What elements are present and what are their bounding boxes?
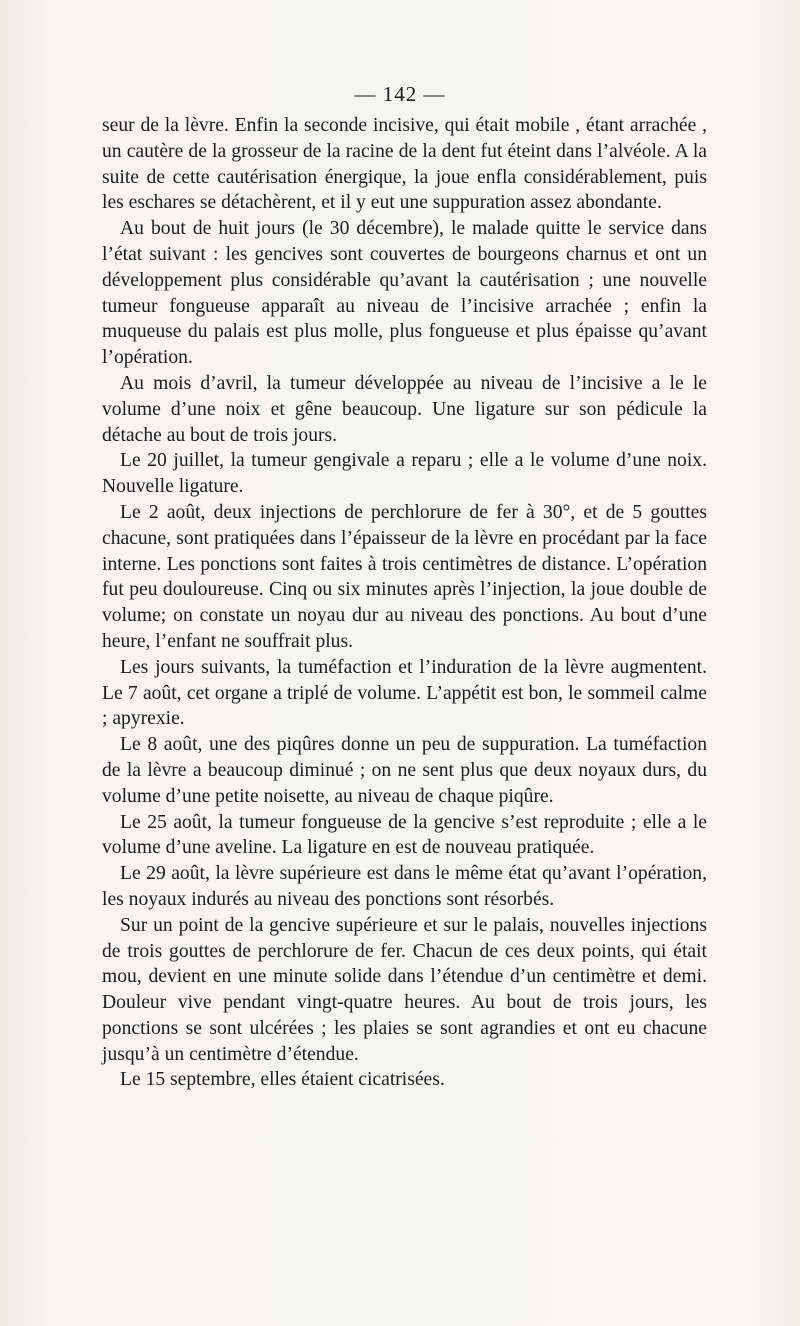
paragraph: Au bout de huit jours (le 30 décembre), le malade quitte le service dans l’état suivant : les gencives sont couvertes de bourgeons charnus et ont un développement plus considérable qu’avant la cautérisation ; une nouvelle tumeur fongueuse apparaît au niveau de l’incisive arrachée ; enfin la muqueuse du palais est plus molle, plus fongueuse et plus épaisse qu’avant l’opération. bbox=[102, 218, 707, 369]
page-number: — 142 — bbox=[354, 82, 446, 106]
paragraph: Le 25 août, la tumeur fongueuse de la gencive s’est reproduite ; elle a le volume d’une aveline. La ligature en est de nouveau pratiquée. bbox=[102, 811, 707, 859]
paragraph: Les jours suivants, la tuméfaction et l’induration de la lèvre augmentent. Le 7 août, cet organe a triplé de volume. L’appétit est bon, le sommeil calme ; apyrexie. bbox=[102, 656, 707, 730]
paragraph: seur de la lèvre. Enfin la seconde incisive, qui était mobile , étant arrachée , un cautère de la grosseur de la racine de la dent fut éteint dans l’alvéole. A la suite de cette cautérisation énergique, la joue enfla considérablement, puis les eschares se détachèrent, et il y eut une suppuration assez abondante. bbox=[102, 115, 707, 214]
paragraph: Sur un point de la gencive supérieure et sur le palais, nouvelles injections de trois gouttes de perchlorure de fer. Chacun de ces deux points, qui était mou, devient en une minute solide dans l’étendue d’un centimètre et demi. Douleur vive pendant vingt-quatre heures. Au bout de trois jours, les ponctions se sont ulcérées ; les plaies se sont agrandies et ont eu chacune jusqu’à un centimètre d’étendue. bbox=[102, 914, 707, 1065]
paragraph: Le 20 juillet, la tumeur gengivale a reparu ; elle a le volume d’une noix. Nouvelle ligature. bbox=[102, 450, 707, 498]
paragraph: Le 15 septembre, elles étaient cicatrisées. bbox=[120, 1069, 445, 1091]
paragraph: Le 2 août, deux injections de perchlorure de fer à 30°, et de 5 gouttes chacune, sont pratiquées dans l’épaisseur de la lèvre en procédant par la face interne. Les ponctions sont faites à trois centimètres de distance. L’opération fut peu douloureuse. Cinq ou six minutes après l’injection, la joue double de volume; on constate un noyau dur au niveau des ponctions. Au bout d’une heure, l’enfant ne souffrait plus. bbox=[102, 501, 707, 652]
paragraph: Au mois d’avril, la tumeur développée au niveau de l’incisive a le le volume d’une noix et gêne beaucoup. Une ligature sur son pédicule la détache au bout de trois jours. bbox=[102, 372, 707, 446]
paragraph: Le 8 août, une des piqûres donne un peu de suppuration. La tuméfaction de la lèvre a beaucoup diminué ; on ne sent plus que deux noyaux durs, du volume d’une petite noisette, au niveau de chaque piqûre. bbox=[102, 734, 707, 807]
body-text bbox=[102, 113, 707, 1093]
paragraph: Le 29 août, la lèvre supérieure est dans le même état qu’avant l’opération, les noyaux indurés au niveau des ponctions sont résorbés. bbox=[102, 863, 707, 910]
